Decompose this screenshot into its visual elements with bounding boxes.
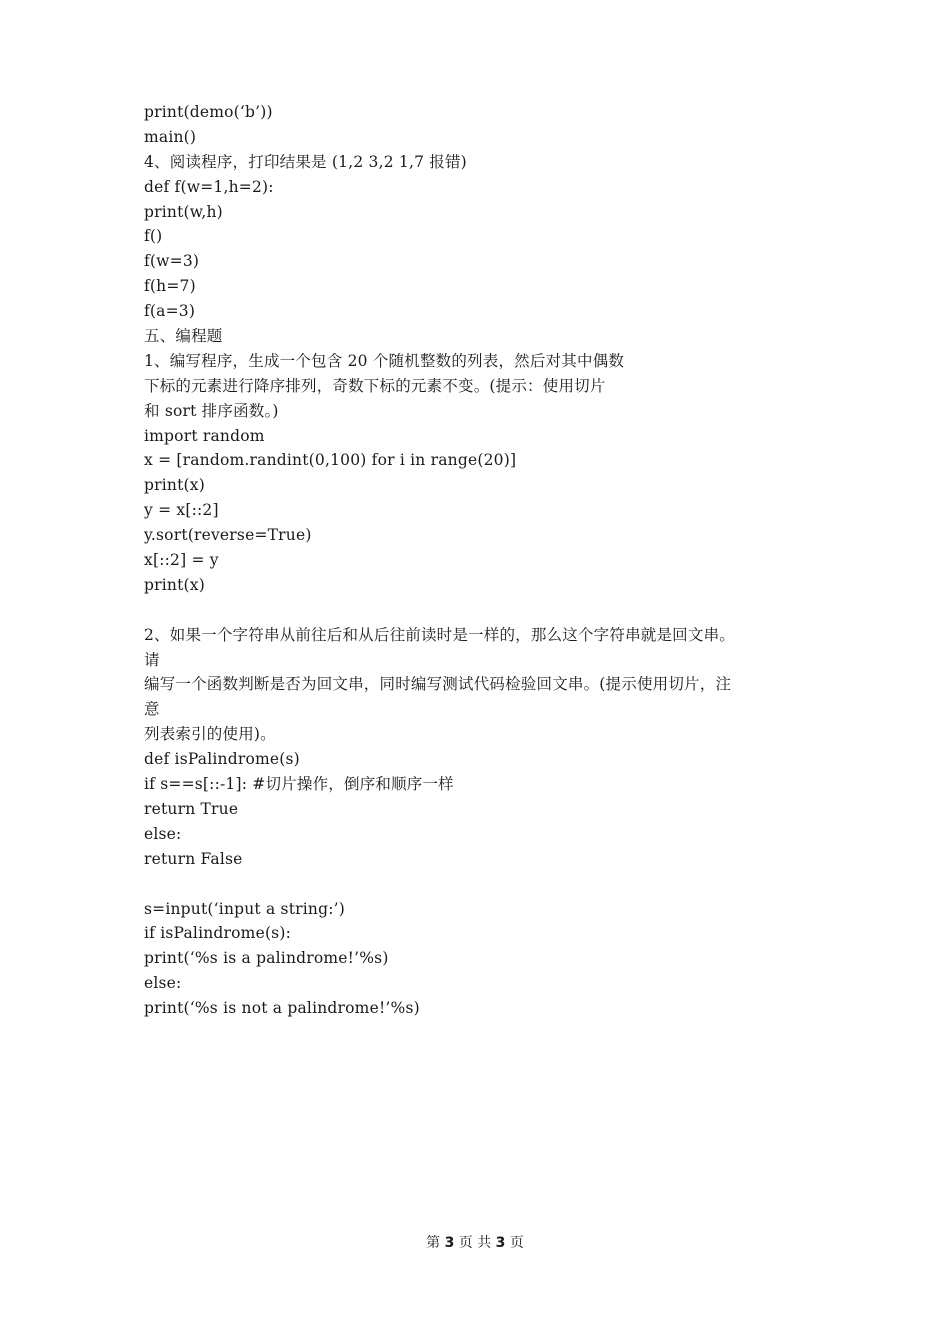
- code-line: print(demo(‘b’)): [144, 103, 273, 121]
- code-line: y = x[::2]: [144, 501, 219, 520]
- code-line: main(): [144, 127, 197, 146]
- footer-suffix: 页: [509, 1235, 524, 1251]
- code-line: return True: [144, 799, 239, 818]
- question-text: 下标的元素进行降序排列，奇数下标的元素不变。(提示：使用切片: [144, 376, 606, 395]
- code-line: x[::2] = y: [144, 551, 219, 570]
- page-content: [144, 100, 824, 1021]
- code-line: print(‘%s is not a palindrome!’%s): [144, 999, 420, 1018]
- question-text: 意: [144, 700, 160, 719]
- blank-line: [144, 598, 824, 623]
- code-line: y.sort(reverse=True): [144, 526, 312, 545]
- section-heading: 五、编程题: [144, 327, 223, 346]
- code-line: def f(w=1,h=2):: [144, 177, 274, 196]
- code-line: f(w=3): [144, 252, 200, 271]
- code-line: f(): [144, 227, 163, 246]
- page-footer: [0, 1233, 950, 1253]
- blank-line: [144, 872, 824, 897]
- code-line: if isPalindrome(s):: [144, 924, 292, 943]
- footer-total-pages: 3: [495, 1235, 506, 1251]
- code-line: print(x): [144, 575, 205, 594]
- question-text: 2、如果一个字符串从前往后和从后往前读时是一样的，那么这个字符串就是回文串。: [144, 625, 735, 644]
- code-line: s=input(‘input a string:’): [144, 899, 346, 918]
- question-heading: 4、阅读程序，打印结果是 (1,2 3,2 1,7 报错): [144, 152, 467, 171]
- code-line: print(x): [144, 476, 205, 495]
- code-line: else:: [144, 824, 182, 843]
- code-line: return False: [144, 849, 243, 868]
- footer-prefix: 第: [426, 1235, 441, 1251]
- question-text: 和 sort 排序函数。): [144, 401, 279, 420]
- question-text: 编写一个函数判断是否为回文串，同时编写测试代码检验回文串。(提示使用切片，注: [144, 675, 732, 694]
- code-line: f(a=3): [144, 302, 196, 321]
- code-line: print(‘%s is a palindrome!’%s): [144, 949, 389, 968]
- code-line: if s==s[::-1]: #切片操作，倒序和顺序一样: [144, 775, 454, 794]
- code-line: else:: [144, 974, 182, 993]
- code-line: import random: [144, 426, 265, 445]
- question-text: 请: [144, 650, 160, 669]
- question-text: 列表索引的使用)。: [144, 725, 276, 744]
- code-line: def isPalindrome(s): [144, 750, 300, 769]
- code-line: f(h=7): [144, 277, 196, 296]
- code-line: print(w,h): [144, 202, 223, 221]
- footer-current-page: 3: [444, 1235, 455, 1251]
- footer-middle: 页 共: [458, 1235, 492, 1251]
- question-text: 1、编写程序，生成一个包含 20 个随机整数的列表，然后对其中偶数: [144, 351, 625, 370]
- code-line: x = [random.randint(0,100) for i in range(20)]: [144, 451, 517, 470]
